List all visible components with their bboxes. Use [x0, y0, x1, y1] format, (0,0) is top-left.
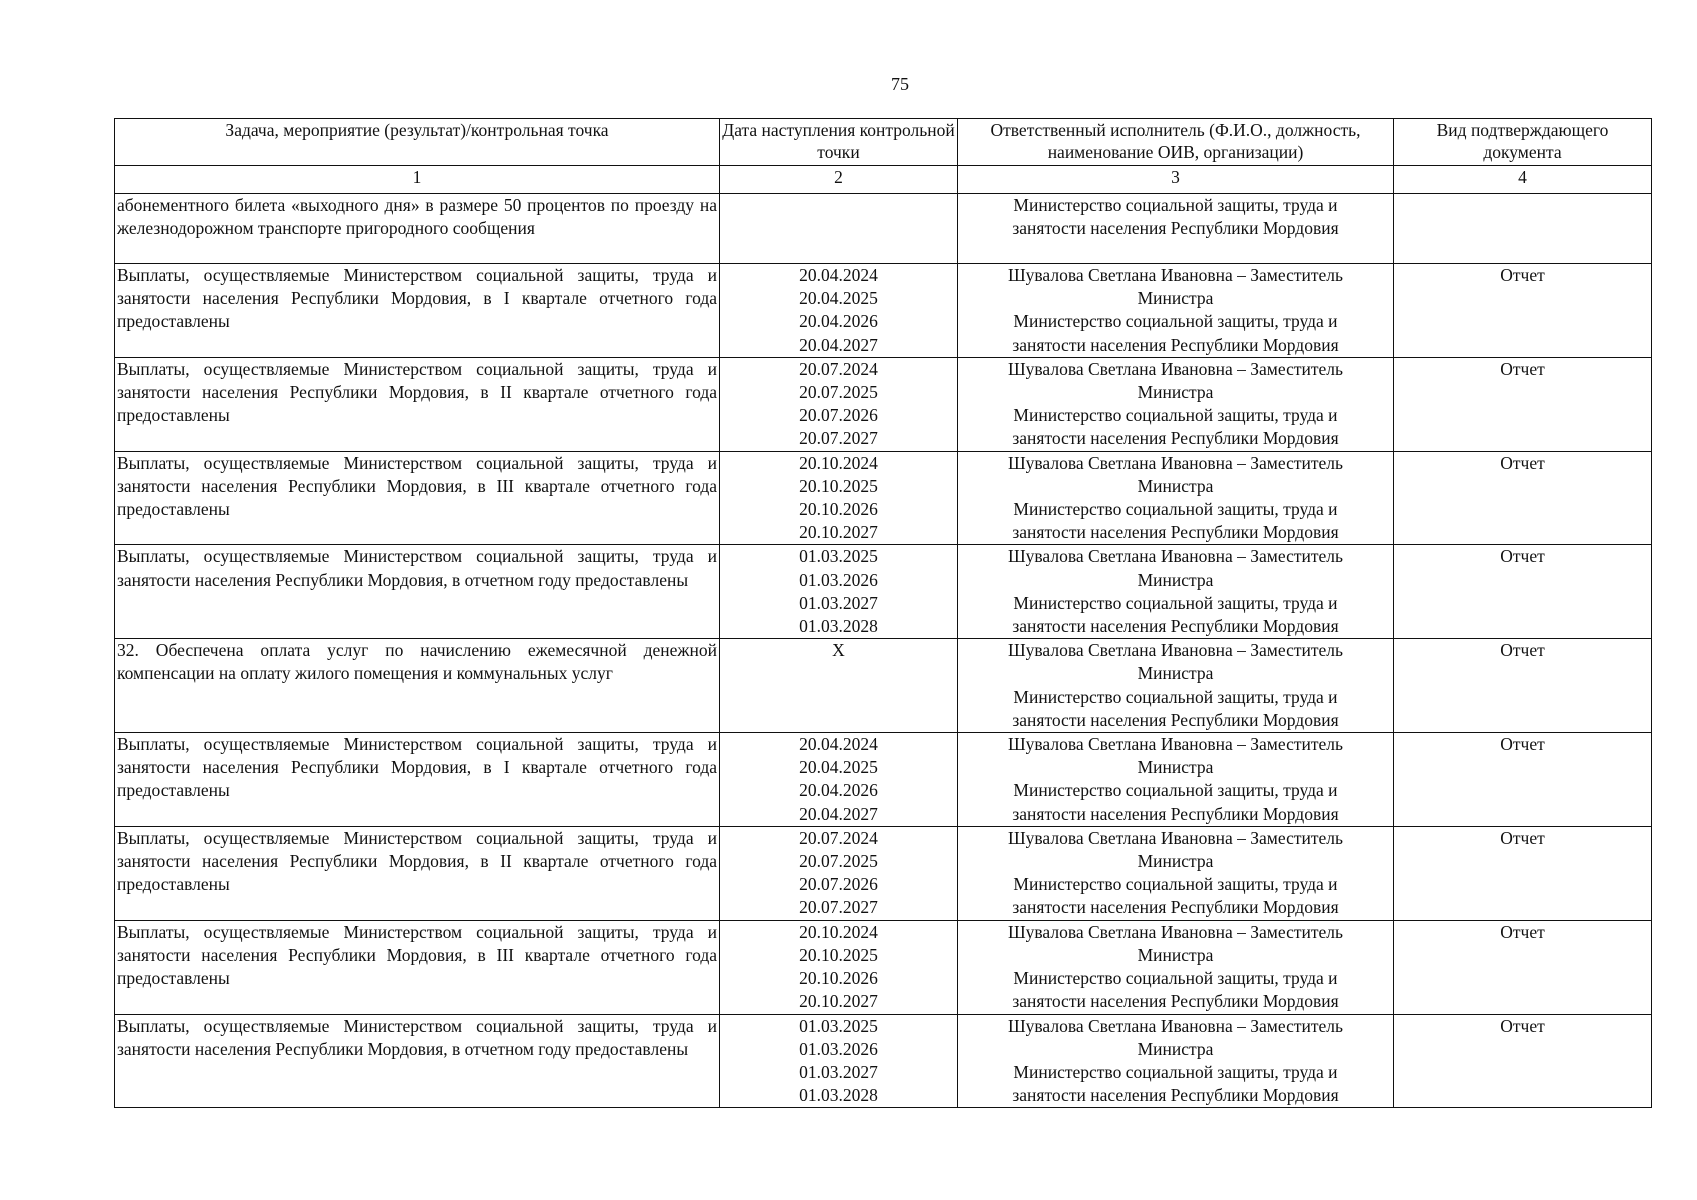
header-document: Вид подтверждающего документа [1394, 119, 1652, 166]
responsible-line: Шувалова Светлана Ивановна – Заместитель [1007, 921, 1343, 942]
control-date: 20.10.2024 [799, 921, 878, 942]
responsible-line: Министерство социальной защиты, труда и [1013, 874, 1338, 895]
responsible-cell [958, 1014, 1394, 1108]
table-row [115, 545, 1652, 639]
document-type-cell: Отчет [1394, 1014, 1652, 1108]
control-date: 20.10.2025 [799, 475, 878, 496]
table-body [115, 194, 1652, 1108]
document-type-cell: Отчет [1394, 451, 1652, 545]
date-cell [720, 194, 958, 264]
document-type-cell: Отчет [1394, 639, 1652, 733]
table-row [115, 920, 1652, 1014]
control-date: 20.10.2027 [799, 522, 878, 543]
responsible-cell [958, 920, 1394, 1014]
column-number: 4 [1394, 166, 1652, 194]
responsible-line: Министерство социальной защиты, труда и [1013, 968, 1338, 989]
responsible-cell [958, 826, 1394, 920]
responsible-line: Министерство социальной защиты, труда и [1013, 499, 1338, 520]
responsible-line: Министра [1137, 663, 1214, 684]
date-cell [720, 357, 958, 451]
date-cell [720, 451, 958, 545]
control-date: 01.03.2027 [799, 592, 878, 613]
control-date: 20.07.2024 [799, 827, 878, 848]
header-row [115, 119, 1652, 166]
page-number: 75 [891, 74, 909, 94]
responsible-cell [958, 357, 1394, 451]
task-cell: Выплаты, осуществляемые Министерством социальной защиты, труда и занятости населения Республики Мордовия, в отчетном году предоставлены [115, 545, 720, 639]
control-date: 20.04.2027 [799, 803, 878, 824]
responsible-line: Министра [1137, 288, 1214, 309]
control-date: 20.07.2027 [799, 897, 878, 918]
task-cell: абонементного билета «выходного дня» в размере 50 процентов по проезду на железнодорожном транспорте пригородного сообщения [115, 194, 720, 264]
responsible-line: Министра [1137, 1038, 1214, 1059]
control-date: 01.03.2025 [799, 546, 878, 567]
responsible-cell [958, 451, 1394, 545]
responsible-line: Министерство социальной защиты, труда и [1013, 195, 1338, 215]
control-date: 01.03.2026 [799, 1038, 878, 1059]
control-date: 20.04.2025 [799, 288, 878, 309]
document-type-cell: Отчет [1394, 545, 1652, 639]
date-cell [720, 639, 958, 733]
column-number: 3 [958, 166, 1394, 194]
responsible-cell [958, 194, 1394, 264]
responsible-line: Министра [1137, 757, 1214, 778]
control-date: 20.10.2026 [799, 968, 878, 989]
control-date: 01.03.2027 [799, 1061, 878, 1082]
column-number: 2 [720, 166, 958, 194]
document-type-cell [1394, 194, 1652, 264]
control-date: 20.07.2026 [799, 874, 878, 895]
control-date: 01.03.2028 [799, 616, 878, 637]
document-type-cell: Отчет [1394, 826, 1652, 920]
responsible-cell [958, 639, 1394, 733]
table-row [115, 357, 1652, 451]
control-date: 20.04.2027 [799, 334, 878, 355]
table-row [115, 451, 1652, 545]
task-cell: Выплаты, осуществляемые Министерством социальной защиты, труда и занятости населения Республики Мордовия, в III квартале отчетного года предоставлены [115, 451, 720, 545]
control-date: 01.03.2025 [799, 1015, 878, 1036]
control-date: 20.04.2026 [799, 780, 878, 801]
task-cell: Выплаты, осуществляемые Министерством социальной защиты, труда и занятости населения Республики Мордовия, в I квартале отчетного года предоставлены [115, 264, 720, 358]
date-cell [720, 264, 958, 358]
task-cell: 32. Обеспечена оплата услуг по начислению ежемесячной денежной компенсации на оплату жилого помещения и коммунальных услуг [115, 639, 720, 733]
responsible-cell [958, 545, 1394, 639]
control-date: 20.04.2024 [799, 734, 878, 755]
control-date: 20.07.2024 [799, 358, 878, 379]
date-cell [720, 826, 958, 920]
control-points-table [114, 118, 1652, 1108]
task-cell: Выплаты, осуществляемые Министерством социальной защиты, труда и занятости населения Республики Мордовия, в III квартале отчетного года предоставлены [115, 920, 720, 1014]
responsible-line: Министра [1137, 382, 1214, 403]
document-type-cell: Отчет [1394, 264, 1652, 358]
responsible-line: занятости населения Республики Мордовия [1012, 428, 1339, 449]
date-cell [720, 920, 958, 1014]
responsible-line: занятости населения Республики Мордовия [1012, 218, 1339, 239]
control-date: 20.07.2025 [799, 382, 878, 403]
task-cell: Выплаты, осуществляемые Министерством социальной защиты, труда и занятости населения Республики Мордовия, в II квартале отчетного года предоставлены [115, 826, 720, 920]
control-date: 20.07.2025 [799, 851, 878, 872]
responsible-line: Министра [1137, 851, 1214, 872]
column-number-row [115, 166, 1652, 194]
control-date: 20.07.2026 [799, 405, 878, 426]
document-type-cell: Отчет [1394, 733, 1652, 827]
date-cell [720, 545, 958, 639]
responsible-line: Шувалова Светлана Ивановна – Заместитель [1007, 1015, 1343, 1036]
responsible-line: Министерство социальной защиты, труда и [1013, 311, 1338, 332]
table-row [115, 1014, 1652, 1108]
responsible-line: занятости населения Республики Мордовия [1012, 616, 1339, 637]
date-cell [720, 1014, 958, 1108]
responsible-line: Министра [1137, 569, 1214, 590]
control-date: 01.03.2028 [799, 1085, 878, 1106]
responsible-line: Шувалова Светлана Ивановна – Заместитель [1007, 358, 1343, 379]
responsible-line: занятости населения Республики Мордовия [1012, 1085, 1339, 1106]
control-date: 20.10.2025 [799, 944, 878, 965]
header-task: Задача, мероприятие (результат)/контрольная точка [115, 119, 720, 166]
responsible-line: занятости населения Республики Мордовия [1012, 991, 1339, 1012]
header-responsible: Ответственный исполнитель (Ф.И.О., должность, наименование ОИВ, организации) [958, 119, 1394, 166]
control-date: X [832, 640, 845, 661]
document-type-cell: Отчет [1394, 357, 1652, 451]
control-date: 20.04.2024 [799, 265, 878, 285]
responsible-line: Министра [1137, 475, 1214, 496]
control-date: 20.10.2024 [799, 452, 878, 473]
responsible-line: Шувалова Светлана Ивановна – Заместитель [1007, 265, 1343, 285]
responsible-line: Шувалова Светлана Ивановна – Заместитель [1007, 546, 1343, 567]
column-number: 1 [115, 166, 720, 194]
responsible-line: Министерство социальной защиты, труда и [1013, 592, 1338, 613]
control-date: 20.07.2027 [799, 428, 878, 449]
responsible-line: Шувалова Светлана Ивановна – Заместитель [1007, 640, 1343, 661]
responsible-line: Министерство социальной защиты, труда и [1013, 1061, 1338, 1082]
control-date: 20.04.2026 [799, 311, 878, 332]
responsible-line: занятости населения Республики Мордовия [1012, 522, 1339, 543]
control-date: 20.10.2027 [799, 991, 878, 1012]
responsible-cell [958, 264, 1394, 358]
responsible-line: Министра [1137, 944, 1214, 965]
responsible-line: Министерство социальной защиты, труда и [1013, 686, 1338, 707]
responsible-line: занятости населения Республики Мордовия [1012, 709, 1339, 730]
responsible-line: Шувалова Светлана Ивановна – Заместитель [1007, 452, 1343, 473]
control-date: 20.04.2025 [799, 757, 878, 778]
table-row [115, 639, 1652, 733]
responsible-cell [958, 733, 1394, 827]
responsible-line: занятости населения Республики Мордовия [1012, 803, 1339, 824]
responsible-line: Шувалова Светлана Ивановна – Заместитель [1007, 827, 1343, 848]
control-date: 01.03.2026 [799, 569, 878, 590]
table-row [115, 264, 1652, 358]
responsible-line: Министерство социальной защиты, труда и [1013, 780, 1338, 801]
header-date: Дата наступления контрольной точки [720, 119, 958, 166]
table-row [115, 194, 1652, 264]
control-date: 20.10.2026 [799, 499, 878, 520]
responsible-line: Министерство социальной защиты, труда и [1013, 405, 1338, 426]
document-type-cell: Отчет [1394, 920, 1652, 1014]
table-row [115, 733, 1652, 827]
date-cell [720, 733, 958, 827]
task-cell: Выплаты, осуществляемые Министерством социальной защиты, труда и занятости населения Республики Мордовия, в II квартале отчетного года предоставлены [115, 357, 720, 451]
task-cell: Выплаты, осуществляемые Министерством социальной защиты, труда и занятости населения Республики Мордовия, в I квартале отчетного года предоставлены [115, 733, 720, 827]
responsible-line: занятости населения Республики Мордовия [1012, 334, 1339, 355]
responsible-line: занятости населения Республики Мордовия [1012, 897, 1339, 918]
table-row [115, 826, 1652, 920]
task-cell: Выплаты, осуществляемые Министерством социальной защиты, труда и занятости населения Республики Мордовия, в отчетном году предоставлены [115, 1014, 720, 1108]
responsible-line: Шувалова Светлана Ивановна – Заместитель [1007, 734, 1343, 755]
